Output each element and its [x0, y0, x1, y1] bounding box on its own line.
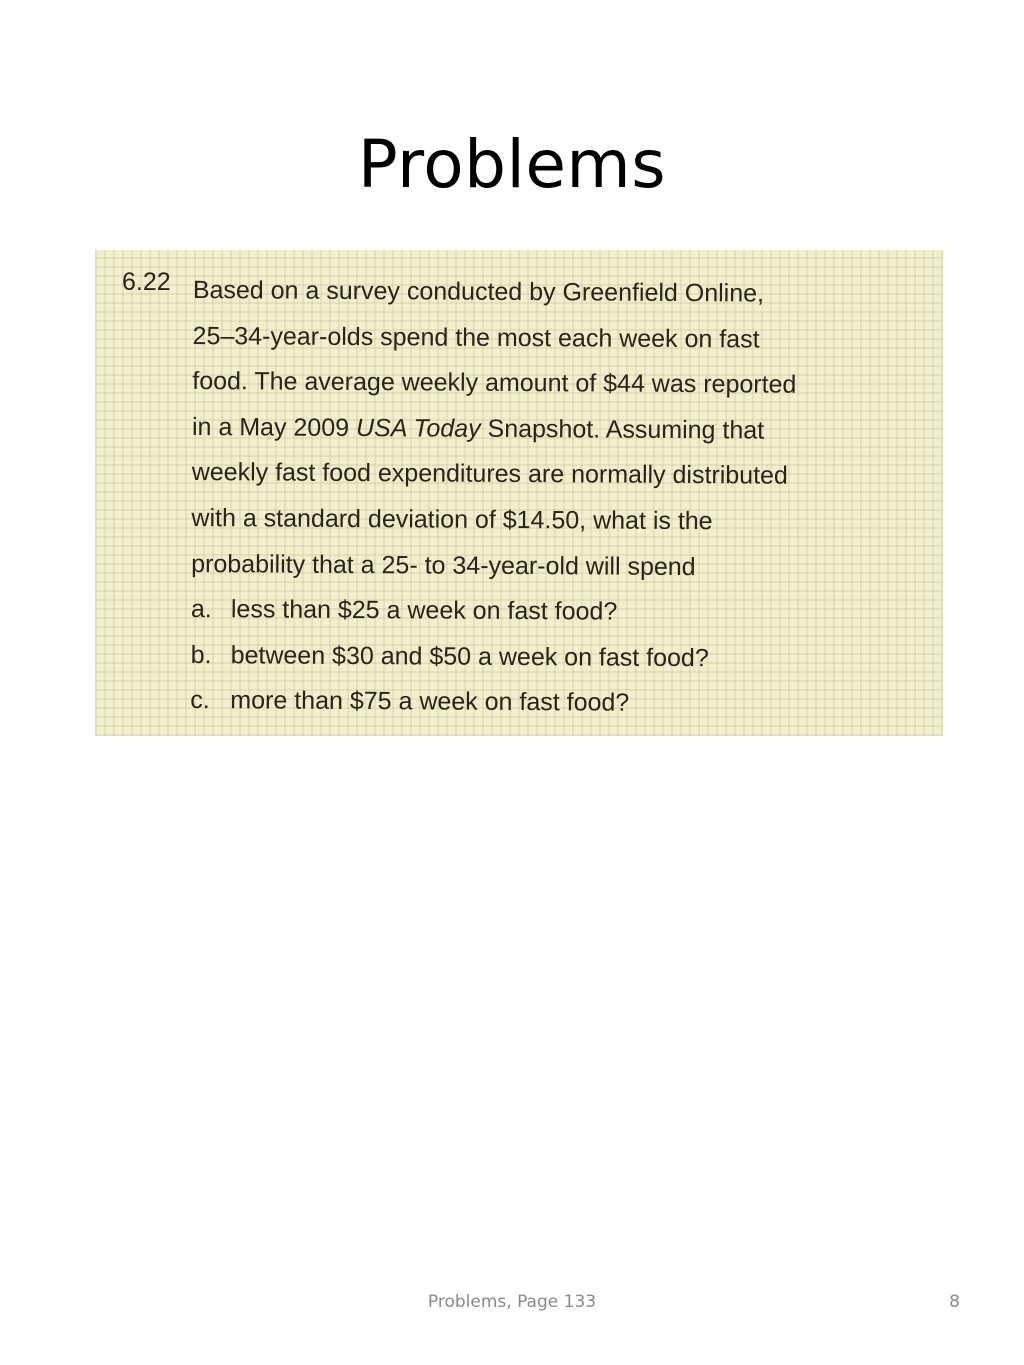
problem-line: food. The average weekly amount of $44 was reported [192, 367, 797, 399]
publication-name: USA Today [355, 413, 481, 443]
problem-text [190, 268, 913, 728]
problem-line: Based on a survey conducted by Greenfield Online, [192, 275, 765, 308]
problem-number: 6.22 [122, 268, 171, 296]
problem-line: with a standard deviation of $14.50, what is the [191, 503, 713, 536]
problem-part-c [190, 678, 910, 728]
slide-page-number: 8 [949, 1292, 960, 1312]
textbook-problem-scan [95, 250, 943, 736]
problem-line: 25–34-year-olds spend the most each week on fast [192, 321, 760, 354]
problem-line-segment: in a May 2009 [191, 412, 357, 442]
part-text: more than $75 a week on fast food? [230, 686, 630, 718]
problem-line-segment: Snapshot. Assuming that [480, 414, 765, 445]
problem-part-a [191, 587, 911, 637]
part-letter: b. [190, 640, 212, 669]
part-letter: c. [190, 686, 210, 715]
slide-footer: Problems, Page 133 [427, 1292, 597, 1312]
problem-part-b [190, 633, 910, 683]
problem-line: probability that a 25- to 34-year-old will spend [191, 549, 696, 581]
part-text: less than $25 a week on fast food? [230, 595, 618, 626]
slide-title: Problems [357, 126, 667, 203]
problem-line: weekly fast food expenditures are normally distributed [191, 458, 788, 491]
problem-line [192, 405, 912, 455]
part-text: between $30 and $50 a week on fast food? [230, 640, 709, 672]
part-letter: a. [190, 595, 212, 624]
